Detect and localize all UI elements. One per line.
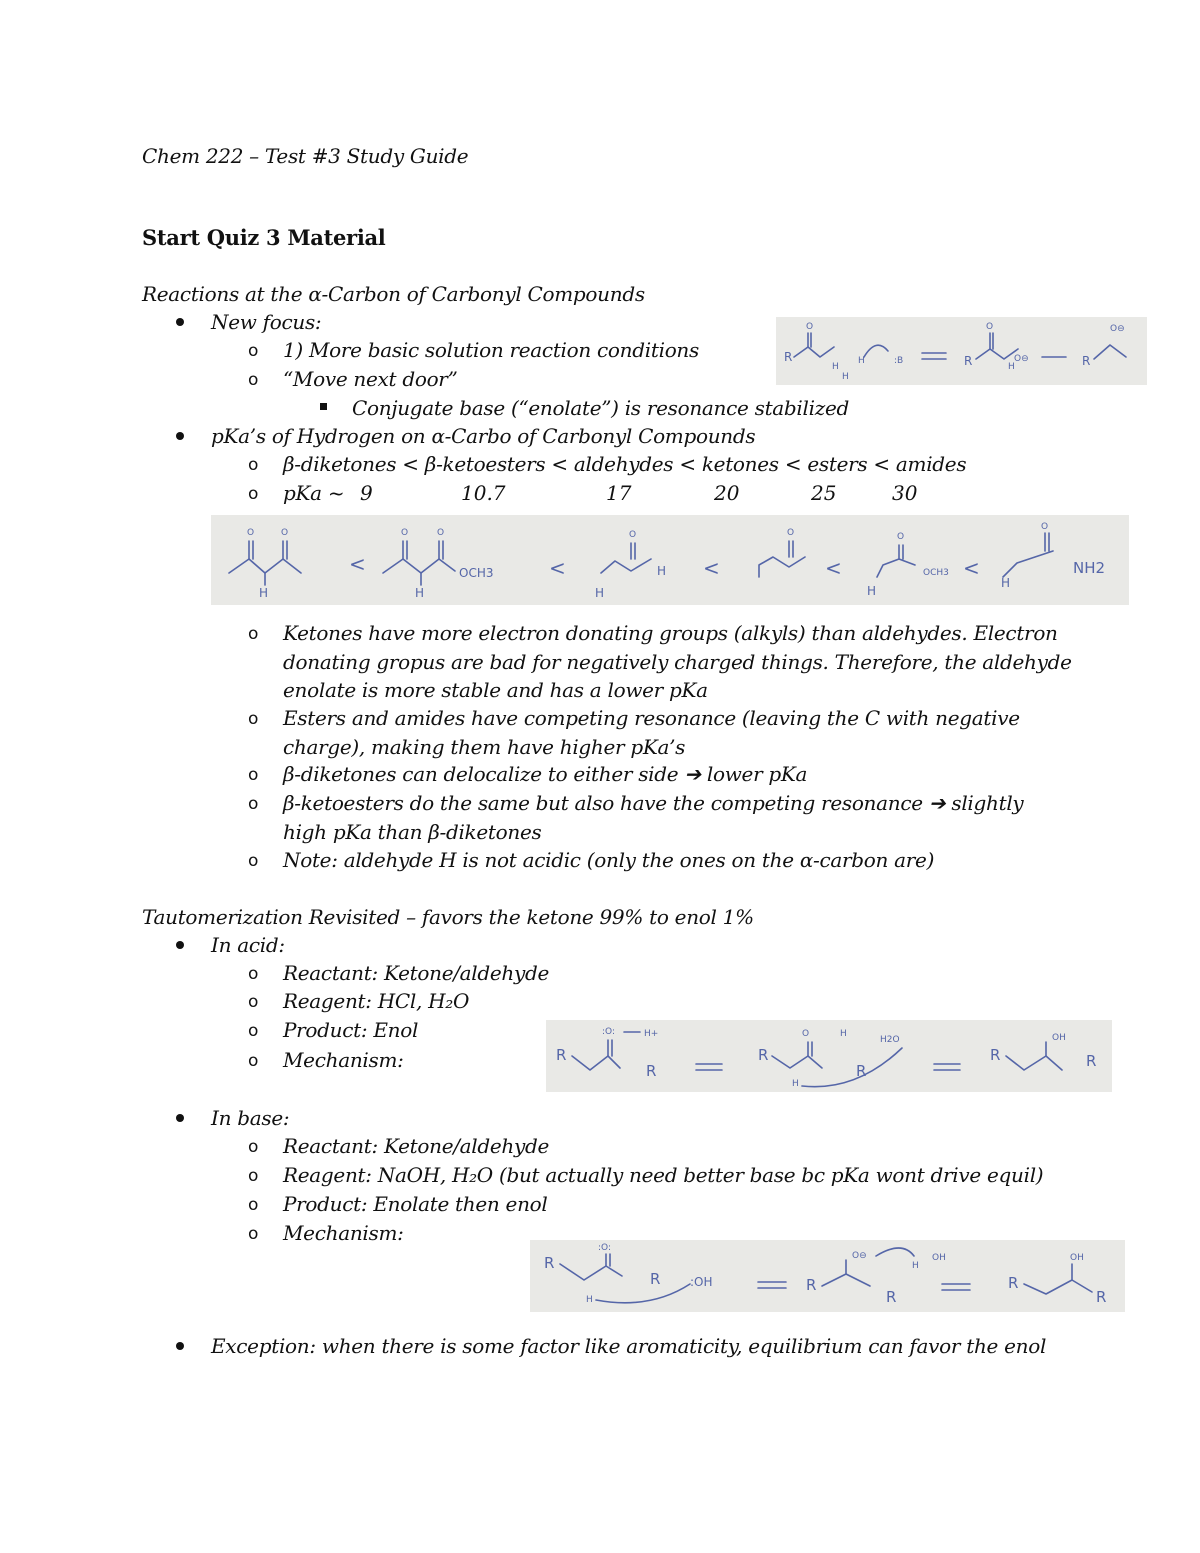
svg-text:OH: OH: [1052, 1033, 1066, 1043]
acid-mechanism: Mechanism:: [283, 1048, 404, 1072]
sub-bullet: o: [248, 1021, 259, 1041]
pka-heading: pKa’s of Hydrogen on α-Carbo of Carbonyl Compounds: [211, 424, 756, 448]
svg-text:H: H: [858, 356, 865, 366]
svg-text:R: R: [964, 354, 973, 368]
new-focus: New focus:: [211, 310, 322, 334]
svg-text:<: <: [703, 556, 720, 580]
svg-text:H: H: [792, 1079, 799, 1089]
svg-text:R: R: [856, 1062, 867, 1080]
svg-text::B: :B: [894, 356, 904, 366]
square-bullet: [320, 403, 327, 410]
svg-text:R: R: [1086, 1052, 1097, 1070]
svg-text:O: O: [787, 528, 795, 538]
svg-text:R: R: [1082, 354, 1091, 368]
svg-text::OH: :OH: [690, 1275, 713, 1289]
base-mechanism: Mechanism:: [283, 1221, 404, 1245]
svg-text:O⊖: O⊖: [852, 1251, 867, 1261]
bullet: [176, 1342, 184, 1350]
sub-bullet: o: [248, 709, 259, 729]
pka-structures-sketch: [211, 515, 1129, 605]
svg-text:OH: OH: [932, 1253, 946, 1263]
sub-bullet: o: [248, 794, 259, 814]
sub-bullet: o: [248, 455, 259, 475]
base-product: Product: Enolate then enol: [283, 1192, 548, 1216]
svg-text:O: O: [401, 528, 409, 538]
svg-text:R: R: [1096, 1288, 1107, 1306]
acid-mechanism-sketch: [546, 1020, 1112, 1092]
svg-text:O: O: [802, 1029, 810, 1039]
svg-text:R: R: [784, 350, 793, 364]
svg-text:O: O: [806, 322, 814, 332]
sub-bullet: o: [248, 624, 259, 644]
svg-text::O:: :O:: [598, 1243, 611, 1253]
svg-text::O:: :O:: [602, 1027, 615, 1037]
focus-2: “Move next door”: [283, 367, 458, 391]
svg-text:H: H: [1008, 362, 1015, 372]
svg-text:H: H: [415, 586, 425, 600]
svg-text:H2O: H2O: [880, 1035, 900, 1045]
svg-text:R: R: [544, 1254, 555, 1272]
svg-text:H: H: [1001, 576, 1011, 590]
svg-text:O: O: [1041, 522, 1049, 532]
base-reagent: Reagent: NaOH, H₂O (but actually need better base bc pKa wont drive equil): [283, 1163, 1044, 1187]
pka-value: 9: [360, 481, 373, 505]
svg-text:OCH3: OCH3: [923, 568, 949, 578]
base-reactant: Reactant: Ketone/aldehyde: [283, 1134, 550, 1158]
note-line: Note: aldehyde H is not acidic (only the ones on the α-carbon are): [283, 848, 935, 872]
section-heading: Start Quiz 3 Material: [142, 225, 386, 250]
svg-text:O: O: [629, 530, 637, 540]
pka-value: 25: [811, 481, 837, 505]
pka-value: 17: [606, 481, 632, 505]
focus-1: 1) More basic solution reaction conditions: [283, 338, 699, 362]
svg-text:R: R: [646, 1062, 657, 1080]
svg-text:H: H: [832, 362, 839, 372]
pka-order: β-diketones < β-ketoesters < aldehydes < ketones < esters < amides: [283, 452, 967, 476]
svg-text:<: <: [349, 552, 366, 576]
enolate-resonance-sketch: [776, 317, 1147, 385]
sub-bullet: o: [248, 1137, 259, 1157]
svg-text:O: O: [986, 322, 994, 332]
svg-text:H: H: [657, 564, 667, 578]
svg-text:<: <: [549, 556, 566, 580]
svg-text:H: H: [259, 586, 269, 600]
svg-text:O: O: [437, 528, 445, 538]
exception-note: Exception: when there is some factor like aromaticity, equilibrium can favor the enol: [211, 1334, 1047, 1358]
svg-text:O⊖: O⊖: [1014, 354, 1029, 364]
svg-text:NH2: NH2: [1073, 559, 1106, 577]
svg-text:R: R: [650, 1270, 661, 1288]
sub-bullet: o: [248, 1195, 259, 1215]
bullet: [176, 941, 184, 949]
pka-label: pKa ~: [283, 481, 345, 505]
focus-2a: Conjugate base (“enolate”) is resonance stabilized: [352, 396, 850, 420]
sub-bullet: o: [248, 1051, 259, 1071]
svg-text:O: O: [281, 528, 289, 538]
sub-bullet: o: [248, 370, 259, 390]
bullet: [176, 432, 184, 440]
svg-text:O⊖: O⊖: [1110, 324, 1125, 334]
svg-text:R: R: [886, 1288, 897, 1306]
pka-value: 10.7: [461, 481, 506, 505]
svg-text:<: <: [963, 556, 980, 580]
svg-text:H: H: [867, 584, 877, 598]
svg-text:R: R: [806, 1276, 817, 1294]
pka-value: 20: [714, 481, 740, 505]
pka-value: 30: [892, 481, 918, 505]
svg-text:<: <: [825, 556, 842, 580]
sub-bullet: o: [248, 1166, 259, 1186]
svg-text:OH: OH: [1070, 1253, 1084, 1263]
note-line: enolate is more stable and has a lower pKa: [283, 678, 708, 702]
acid-product: Product: Enol: [283, 1018, 419, 1042]
svg-text:O: O: [897, 532, 905, 542]
svg-text:H+: H+: [644, 1029, 659, 1039]
svg-text:H: H: [586, 1295, 593, 1305]
note-line: donating gropus are bad for negatively charged things. Therefore, the aldehyde: [283, 650, 1072, 674]
base-mechanism-sketch: [530, 1240, 1125, 1312]
acid-reagent: Reagent: HCl, H₂O: [283, 989, 470, 1013]
bullet: [176, 318, 184, 326]
acid-label: In acid:: [211, 933, 285, 957]
sub-bullet: o: [248, 765, 259, 785]
svg-text:H: H: [842, 372, 849, 382]
note-line: Ketones have more electron donating groups (alkyls) than aldehydes. Electron: [283, 621, 1058, 645]
sub-bullet: o: [248, 992, 259, 1012]
alpha-heading: Reactions at the α-Carbon of Carbonyl Compounds: [142, 282, 645, 306]
note-line: Esters and amides have competing resonance (leaving the C with negative: [283, 706, 1020, 730]
sub-bullet: o: [248, 1224, 259, 1244]
base-label: In base:: [211, 1106, 290, 1130]
svg-text:R: R: [990, 1046, 1001, 1064]
sub-bullet: o: [248, 341, 259, 361]
sub-bullet: o: [248, 851, 259, 871]
svg-text:H: H: [595, 586, 605, 600]
sub-bullet: o: [248, 484, 259, 504]
svg-text:O: O: [247, 528, 255, 538]
svg-text:R: R: [556, 1046, 567, 1064]
svg-text:H: H: [912, 1261, 919, 1271]
taut-heading: Tautomerization Revisited – favors the ketone 99% to enol 1%: [142, 905, 754, 929]
note-line: β-ketoesters do the same but also have the competing resonance ➔ slightly: [283, 791, 1024, 815]
note-line: charge), making them have higher pKa’s: [283, 735, 686, 759]
note-line: β-diketones can delocalize to either side ➔ lower pKa: [283, 762, 808, 786]
note-line: high pKa than β-diketones: [283, 820, 542, 844]
sub-bullet: o: [248, 964, 259, 984]
svg-text:OCH3: OCH3: [459, 566, 494, 580]
svg-text:H: H: [840, 1029, 847, 1039]
svg-text:R: R: [758, 1046, 769, 1064]
document-title: Chem 222 – Test #3 Study Guide: [142, 144, 469, 168]
acid-reactant: Reactant: Ketone/aldehyde: [283, 961, 550, 985]
bullet: [176, 1114, 184, 1122]
svg-text:R: R: [1008, 1274, 1019, 1292]
